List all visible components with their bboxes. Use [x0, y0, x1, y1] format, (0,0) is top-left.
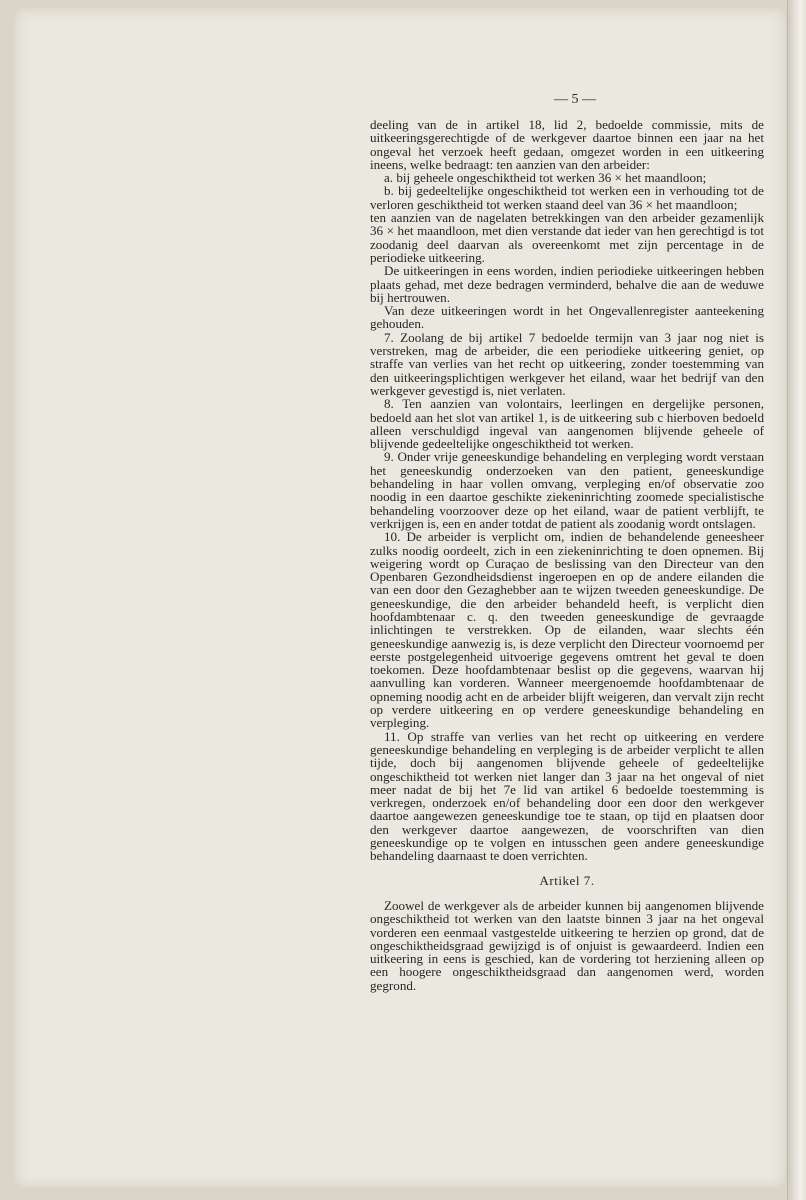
paragraph: a. bij geheele ongeschiktheid tot werken 36 × het maandloon;	[384, 170, 707, 186]
page-number: — 5 —	[554, 92, 596, 107]
paragraph: 9. Onder vrije geneeskundige behandeling en verpleging wordt verstaan het geneeskundig onderzoeken van den patient, geneeskundige behandeling in haar vollen omvang, verpleging en/of observatie zoo noodig in een daartoe geschikte ziekeninrichting zoomede specialistische behandeling voorzoover deze op het eiland, waar de patient verblijft, te verkrijgen is, een en ander totdat de patient als zoodanig wordt ontslagen.	[370, 449, 764, 531]
paragraph: Zoowel de werkgever als de arbeider kunnen bij aangenomen blijvende ongeschiktheid tot werken van den laatste binnen 3 jaar na het ongeval vorderen een eenmaal vastgestelde uitkeering te herzien op grond, dat de ongeschiktheidsgraad gewijzigd is of onjuist is gewaardeerd. Indien een uitkeering in eens is geschied, kan de vordering tot herziening alleen op een hoogere ongeschiktheidsgraad dan aangenomen werd, worden gegrond.	[370, 897, 764, 993]
paragraph: b. bij gedeeltelijke ongeschiktheid tot werken een in verhouding tot de verloren geschiktheid tot werken staand deel van 36 × het maandloon;	[370, 183, 764, 212]
document-body	[370, 118, 764, 992]
paragraph: 11. Op straffe van verlies van het recht op uitkeering en verdere geneeskundige behandeling en verpleging is de arbeider verplicht te allen tijde, doch bij aangenomen blijvende geheele of gedeeltelijke ongeschiktheid tot werken niet langer dan 3 jaar na het ongeval of niet meer nadat de bij het 7e lid van artikel 6 bedoelde toestemming is verkregen, onderzoek en/of behandeling door een door den werkgever daartoe aangewezen geneeskundige toe te staan, op tijd en plaatsen door den werkgever daartoe aangewezen, de voorschriften van dien geneeskundige op te volgen en intusschen geen andere geneeskundige behandeling daarnaast te doen verrichten.	[370, 728, 764, 864]
paragraph: 7. Zoolang de bij artikel 7 bedoelde termijn van 3 jaar nog niet is verstreken, mag de arbeider, die een periodieke uitkeering geniet, op straffe van verlies van het recht op uitkeering, zonder toestemming van den uitkeeringsplichtigen werkgever het eiland, waar het bedrijf van den werkgever gevestigd is, niet verlaten.	[370, 329, 764, 398]
paragraph: 10. De arbeider is verplicht om, indien de behandelende geneesheer zulks noodig oordeelt, zich in een ziekeninrichting te doen opnemen. Bij weigering wordt op Curaçao de beslissing van den Directeur van den Openbaren Gezondheidsdienst ingeroepen en op de andere eilanden die van een door den Gezaghebber aan te wijzen tweeden geneeskundige. De geneeskundige, die den arbeider behandeld heeft, is verplicht dien hoofdambtenaar c. q. den tweeden geneeskundige de gevraagde inlichtingen te verstrekken. Op de eilanden, waar slechts één geneeskundige aanwezig is, is deze verplicht den Directeur voornoemd per eerste postgelegenheid uitvoerige gegevens omtrent het geval te doen toekomen. Deze hoofdambtenaar beslist op die gegevens, waarvan hij aanvulling kan vorderen. Wanneer meergenoemde hoofdambtenaar de opneming noodig acht en de arbeider blijft weigeren, dan vervalt zijn recht op verdere uitkeering en op verdere geneeskundige behandeling en verpleging.	[370, 529, 764, 731]
paragraph: ten aanzien van de nagelaten betrekkingen van den arbeider gezamenlijk 36 × het maandloon, met dien verstande dat ieder van hen gerechtigd is tot zoodanig deel daarvan als overeenkomt met zijn percentage in de periodieke uitkeering.	[370, 210, 764, 265]
paragraph: 8. Ten aanzien van volontairs, leerlingen en dergelijke personen, bedoeld aan het slot van artikel 1, is de uitkeering sub c hierboven bedoeld alleen verschuldigd ingeval van aangenomen blijvende geheele of blijvende gedeeltelijke ongeschiktheid tot werken.	[370, 396, 764, 452]
paragraph: De uitkeeringen in eens worden, indien periodieke uitkeeringen hebben plaats gehad, met deze bedragen verminderd, behalve die aan de weduwe bij hertrouwen.	[370, 263, 764, 305]
article-heading: Artikel 7.	[539, 872, 595, 888]
page-edge	[787, 0, 806, 1200]
paragraph: Van deze uitkeeringen wordt in het Ongevallenregister aanteekening gehouden.	[370, 303, 764, 332]
paragraph: deeling van de in artikel 18, lid 2, bedoelde commissie, mits de uitkeeringsgerechtigde of de werkgever daartoe binnen een jaar na het ongeval het verzoek heeft gedaan, omgezet worden in een uitkeering ineens, welke bedraagt: ten aanzien van den arbeider:	[370, 117, 764, 172]
